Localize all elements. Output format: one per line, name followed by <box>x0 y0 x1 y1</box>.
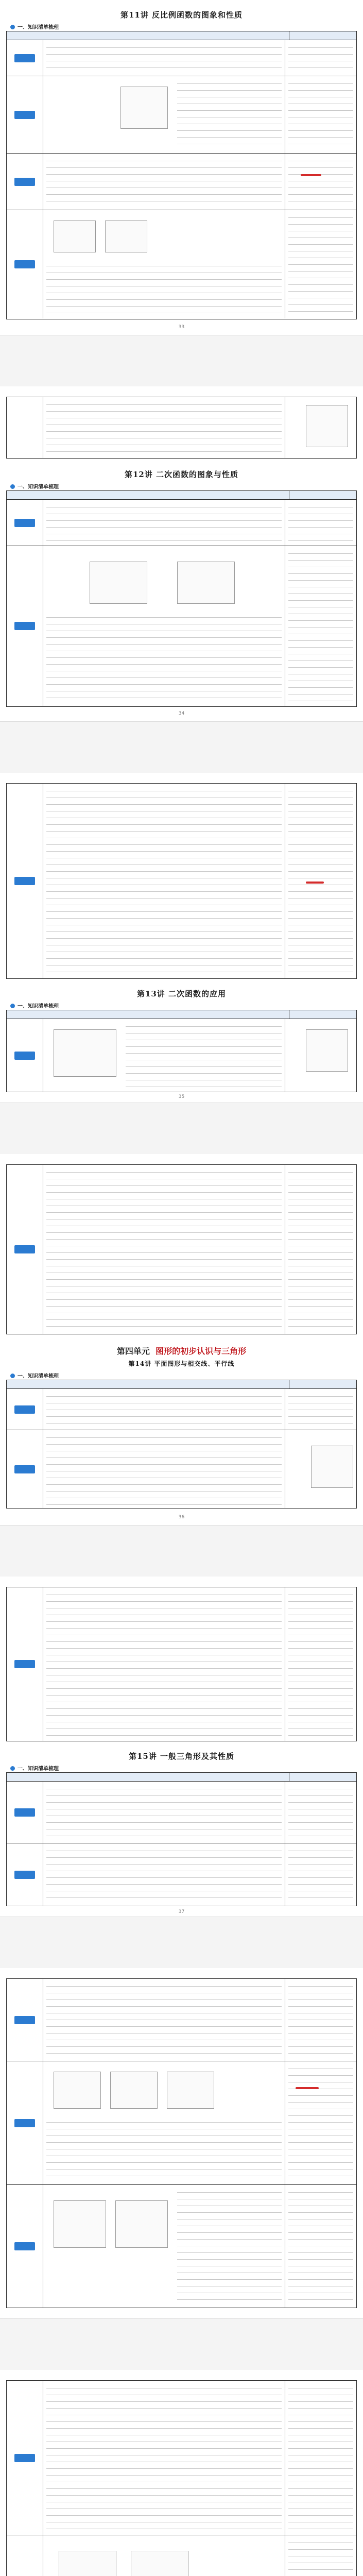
graph-figure <box>54 221 96 252</box>
topic-badge <box>14 178 35 186</box>
page-gap <box>0 1525 363 1578</box>
topic-badge <box>14 1808 35 1817</box>
knowledge-table <box>6 1772 357 1906</box>
table-header <box>7 1773 356 1782</box>
page-number: 35 <box>178 1094 185 1099</box>
topic-badge <box>14 2242 35 2250</box>
bullet-icon <box>10 1766 15 1771</box>
topic-badge <box>14 111 35 119</box>
page-gap <box>0 335 363 387</box>
annotation-mark <box>306 882 324 884</box>
geometry-figure <box>311 1446 353 1488</box>
continuation-table <box>6 783 357 979</box>
topic-badge <box>14 1405 35 1414</box>
topic-badge <box>14 1052 35 1060</box>
geometry-figure <box>54 2072 101 2109</box>
geometry-figure <box>59 2551 116 2576</box>
graph-figure <box>90 562 147 604</box>
topic-badge <box>14 1871 35 1879</box>
table-row <box>7 40 356 76</box>
topic-badge <box>14 1245 35 1253</box>
section-label: 一、知识清单梳理 <box>10 482 59 490</box>
continuation-table <box>6 397 357 459</box>
lecture-title: 第14讲 平面图形与相交线、平行线 <box>128 1360 235 1367</box>
geometry-figure <box>115 2200 168 2248</box>
table-row <box>7 2185 356 2308</box>
section-label: 一、知识清单梳理 <box>10 23 59 30</box>
section-label: 一、知识清单梳理 <box>10 1371 59 1379</box>
table-row <box>7 2535 356 2576</box>
table-row <box>7 1782 356 1843</box>
table-row <box>7 1979 356 2061</box>
bullet-icon <box>10 25 15 29</box>
continuation-table <box>6 2380 357 2576</box>
geometry-figure <box>167 2072 214 2109</box>
table-row <box>7 397 356 458</box>
knowledge-table <box>6 1380 357 1509</box>
page-5 <box>0 1577 363 1917</box>
section-label: 一、知识清单梳理 <box>10 1764 59 1772</box>
continuation-table <box>6 1978 357 2308</box>
table-row <box>7 1165 356 1334</box>
page-1 <box>0 0 363 335</box>
topic-badge <box>14 519 35 527</box>
unit-title: 第四单元 图形的初步认识与三角形 <box>116 1346 247 1356</box>
table-header <box>7 1010 356 1019</box>
topic-badge <box>14 54 35 62</box>
table-header <box>7 31 356 40</box>
topic-badge <box>14 2454 35 2462</box>
geometry-figure <box>110 2072 158 2109</box>
table-row <box>7 784 356 978</box>
page-2 <box>0 386 363 721</box>
graph-figure <box>120 87 168 129</box>
knowledge-table <box>6 490 357 707</box>
table-header <box>7 1380 356 1389</box>
page-6 <box>0 1968 363 2318</box>
topic-badge <box>14 2119 35 2127</box>
table-row <box>7 76 356 154</box>
topic-badge <box>14 877 35 885</box>
lecture-title: 第15讲 一般三角形及其性质 <box>128 1752 235 1761</box>
geometry-figure <box>131 2551 188 2576</box>
page-gap <box>0 1103 363 1155</box>
annotation-mark <box>296 2087 319 2089</box>
graph-figure <box>306 1029 348 1072</box>
page-number: 36 <box>178 1515 185 1520</box>
topic-badge <box>14 1465 35 1473</box>
lecture-title: 第13讲 二次函数的应用 <box>136 989 227 998</box>
table-row <box>7 210 356 318</box>
page-7 <box>0 2370 363 2576</box>
page-number: 37 <box>178 1909 185 1914</box>
table-header <box>7 491 356 500</box>
page-number: 33 <box>178 325 185 330</box>
geometry-figure <box>54 2200 106 2248</box>
lecture-title: 第11讲 反比例函数的图象和性质 <box>120 10 243 20</box>
knowledge-table <box>6 1010 357 1092</box>
bullet-icon <box>10 484 15 489</box>
topic-badge <box>14 2016 35 2024</box>
table-row <box>7 1843 356 1906</box>
knowledge-table <box>6 31 357 319</box>
table-row <box>7 546 356 706</box>
lecture-title: 第12讲 二次函数的图象与性质 <box>124 470 239 479</box>
topic-badge <box>14 1660 35 1668</box>
graph-figure <box>54 1029 116 1077</box>
graph-figure <box>105 221 147 252</box>
table-row <box>7 2061 356 2185</box>
table-row <box>7 1587 356 1741</box>
page-gap <box>0 2318 363 2371</box>
page-4 <box>0 1154 363 1525</box>
page-gap <box>0 721 363 774</box>
graph-figure <box>306 405 348 447</box>
table-row <box>7 1389 356 1430</box>
page-gap <box>0 1917 363 1969</box>
graph-figure <box>177 562 235 604</box>
table-row <box>7 1019 356 1092</box>
table-row <box>7 1430 356 1509</box>
table-row <box>7 500 356 546</box>
topic-badge <box>14 260 35 268</box>
topic-badge <box>14 622 35 630</box>
continuation-table <box>6 1587 357 1741</box>
table-row <box>7 2381 356 2535</box>
table-row <box>7 154 356 210</box>
section-label: 一、知识清单梳理 <box>10 1002 59 1009</box>
continuation-table <box>6 1164 357 1334</box>
page-3 <box>0 773 363 1103</box>
annotation-mark <box>301 174 321 176</box>
bullet-icon <box>10 1374 15 1378</box>
page-number: 34 <box>178 711 185 716</box>
bullet-icon <box>10 1004 15 1008</box>
